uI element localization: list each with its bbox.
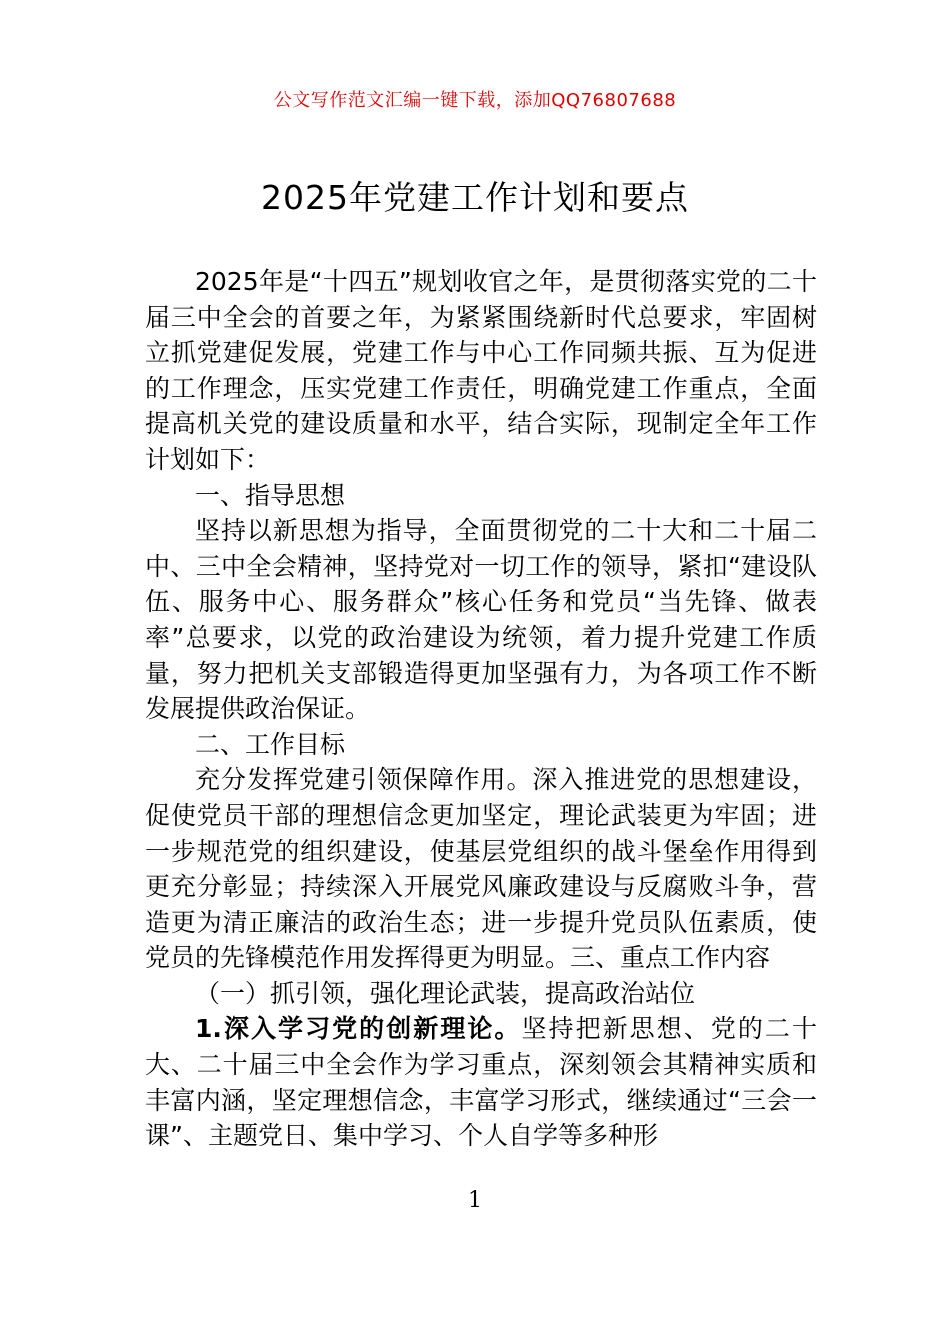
document-title: 2025年党建工作计划和要点 xyxy=(261,178,689,217)
section-paragraph-guiding-thought: 坚持以新思想为指导，全面贯彻党的二十大和二十届二中、三中全会精神，坚持党对一切工作的领导，紧扣“建设队伍、服务中心、服务群众”核心任务和党员“当先锋、做表率”总要求，以党的政治建设为统领，着力提升党建工作质量，努力把机关支部锻造得更加坚强有力，为各项工作不断发展提供政治保证。 xyxy=(145,516,817,724)
subsection-heading-leadership: （一）抓引领，强化理论武装，提高政治站位 xyxy=(195,978,696,1008)
section-paragraph-work-goals: 充分发挥党建引领保障作用。深入推进党的思想建设，促使党员干部的理想信念更加坚定，理论武装更为牢固；进一步规范党的组织建设，使基层党组织的战斗堡垒作用得到更充分彰显；持续深入开展党风廉政建设与反腐败斗争，营造更为清正廉洁的政治生态；进一步提升党员队伍素质，使党员的先锋模范作用发挥得更为明显。三、重点工作内容 xyxy=(145,765,817,973)
item-body-text: 坚持把新思想、党的二十大、二十届三中全会作为学习重点，深刻领会其精神实质和丰富内涵，坚定理想信念，丰富学习形式，继续通过“三会一课”、主题党日、集中学习、个人自学等多种形 xyxy=(145,1014,817,1151)
document-body xyxy=(145,264,817,1154)
download-note: 公文写作范文汇编一键下载，添加QQ76807688 xyxy=(273,90,677,111)
item-lead-text: 1.深入学习党的创新理论。 xyxy=(195,1014,522,1044)
intro-paragraph: 2025年是“十四五”规划收官之年，是贯彻落实党的二十届三中全会的首要之年，为紧紧围绕新时代总要求，牢固树立抓党建促发展，党建工作与中心工作同频共振、互为促进的工作理念，压实党建工作责任，明确党建工作重点，全面提高机关党的建设质量和水平，结合实际，现制定全年工作计划如下： xyxy=(145,267,817,474)
section-heading-guiding-thought: 一、指导思想 xyxy=(195,480,346,510)
item-paragraph-innovation-theory xyxy=(145,1011,817,1153)
page-number: 1 xyxy=(468,1188,482,1213)
section-heading-work-goals: 二、工作目标 xyxy=(195,729,346,759)
